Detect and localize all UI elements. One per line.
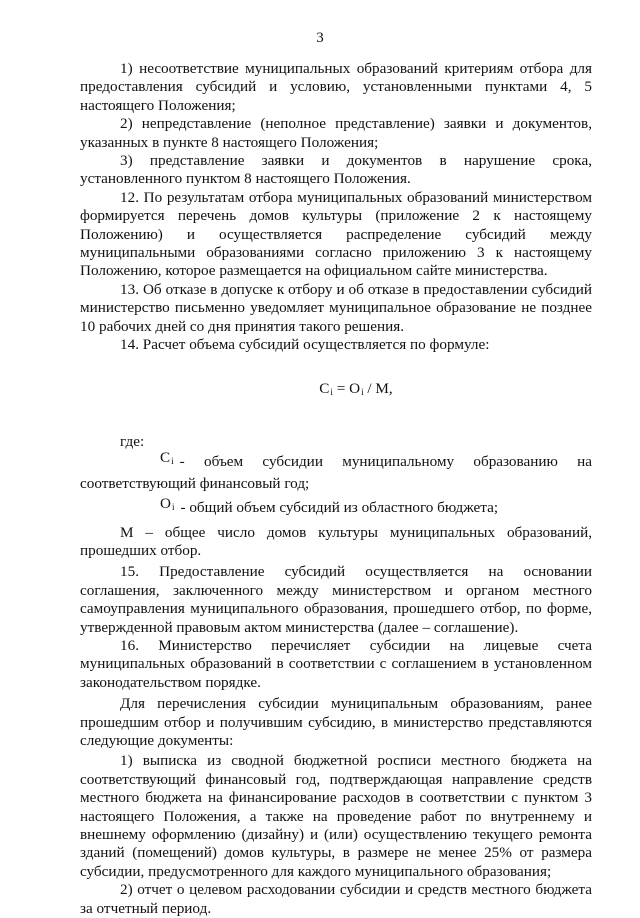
formula-c-sub: i [330,386,333,397]
formula [120,380,592,401]
document-body [80,60,592,918]
paragraph-13: 13. Об отказе в допуске к отбору и об отказе в предоставлении субсидий министерство письменно уведомляет муниципальное образование не позднее 10 рабочих дней со дня принятия такого решения. [80,280,592,335]
paragraph-item-2: 2) непредставление (неполное представление) заявки и документов, указанных в пункте 8 настоящего Положения; [80,115,592,151]
formula-rest: / М, [363,379,393,397]
oi-symbol: $O_i$ [160,495,175,513]
formula-o-sub: i [361,386,364,397]
paragraph-documents-intro: Для перечисления субсидии муниципальным образованиям, ранее прошедшим отбор и получившим субсидию, в министерство представляются следующие документы: [80,695,592,749]
definition-m: М – общее число домов культуры муниципальных образований, прошедших отбор. [80,523,592,559]
paragraph-item-3: 3) представление заявки и документов в нарушение срока, установленного пунктом 8 настоящего Положения. [80,152,592,188]
paragraph-item-1: 1) несоответствие муниципальных образований критериям отбора для предоставления субсидий и условию, установленными пунктами 4, 5 настоящего Положения; [80,60,592,114]
oi-text: - общий объем субсидий из областного бюджета; [180,499,499,517]
formula-o: O [349,379,361,397]
definition-oi [80,495,592,520]
paragraph-16: 16. Министерство перечисляет субсидии на лицевые счета муниципальных образований в соответствии с соглашением в установленном законодательством порядке. [80,636,592,691]
definition-ci [80,449,592,493]
paragraph-15: 15. Предоставление субсидий осуществляется на основании соглашения, заключенного между министерством и органом местного самоуправления муниципального образования, прошедшего отбор, по форме, утвержденной правовым актом министерства (далее – соглашение). [80,563,592,636]
ci-text: - объем субсидии муниципальному образованию на соответствующий финансовый год; [80,453,592,492]
ci-symbol: $C_i$ [160,449,174,467]
formula-eq: = [332,379,350,397]
paragraph-14: 14. Расчет объема субсидий осуществляется по формуле: [120,336,490,354]
paragraph-document-2: 2) отчет о целевом расходовании субсидии и средств местного бюджета за отчетный период. [80,881,592,917]
where-label: где: [120,432,145,450]
paragraph-document-1: 1) выписка из сводной бюджетной росписи местного бюджета на соответствующий финансовый год, подтверждающая направление средств местного бюджета на финансирование расходов в соответствии с пунктом 3 настоящего Положения, а также на проведение работ по внутреннему и внешнему оформлению (дизайну) и (или) осуществлению текущего ремонта зданий (помещений) домов культуры, в размере не менее 25% от размера субсидии, предусмотренного для каждого муниципального образования; [80,752,592,880]
formula-c: C [319,379,330,397]
paragraph-12: 12. По результатам отбора муниципальных образований министерством формируется перечень домов культуры (приложение 2 к настоящему Положению) и осуществляется распределение субсидий между муниципальными образованиями согласно приложению 3 к настоящему Положению, которое размещается на официальном сайте министерства. [80,188,592,280]
page-number: 3 [316,30,324,46]
